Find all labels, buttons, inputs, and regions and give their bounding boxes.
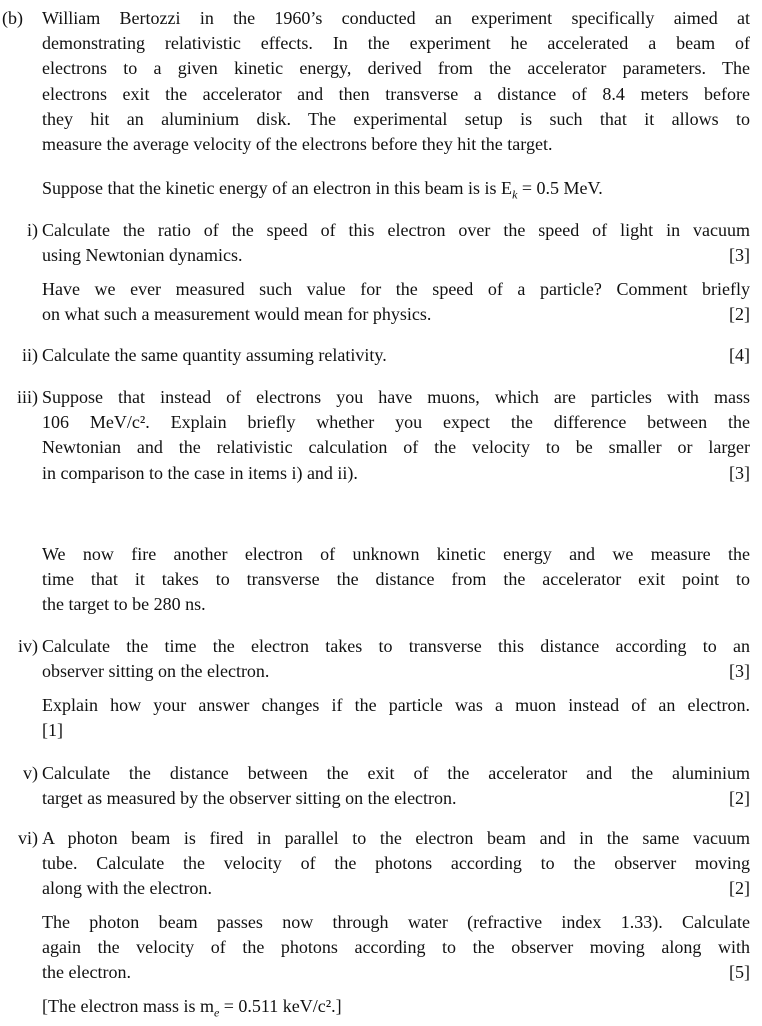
question-line: The photon beam passes now through water (refractive index 1.33). Calculate xyxy=(42,912,750,932)
question-text xyxy=(42,761,750,811)
question-line-text: using Newtonian dynamics. xyxy=(42,245,243,266)
question-text xyxy=(42,693,750,743)
question-line xyxy=(42,876,750,901)
question-line xyxy=(42,243,750,268)
item-number: iii) xyxy=(17,387,38,407)
intro-line: measure the average velocity of the electrons before they hit the target. xyxy=(42,134,553,155)
suppose-subscript: k xyxy=(512,187,518,202)
question-text xyxy=(42,343,750,368)
marks: [2] xyxy=(729,788,750,809)
question-line xyxy=(42,461,750,486)
question-line xyxy=(42,659,750,684)
item-number: v) xyxy=(23,763,38,783)
question-line xyxy=(42,786,750,811)
marks: [1] xyxy=(42,720,63,741)
question-line: tube. Calculate the velocity of the photons according to the observer moving xyxy=(42,853,750,874)
note-value: = 0.511 keV/c².] xyxy=(219,996,342,1016)
question-line-text: target as measured by the observer sitting on the electron. xyxy=(42,788,457,809)
question-line: Have we ever measured such value for the speed of a particle? Comment briefly xyxy=(42,279,750,299)
marks: [2] xyxy=(729,878,750,899)
marks: [4] xyxy=(729,345,750,365)
scenario-line: We now fire another electron of unknown kinetic energy and we measure the xyxy=(42,544,750,564)
question-line: 106 MeV/c². Explain briefly whether you expect the difference between the xyxy=(42,412,750,433)
question-line: A photon beam is fired in parallel to the electron beam and in the same vacuum xyxy=(42,828,750,848)
note-text: [The electron mass is m xyxy=(42,996,214,1016)
question-line: Explain how your answer changes if the particle was a muon instead of an electron. xyxy=(42,695,750,715)
intro-line: electrons to a given kinetic energy, derived from the accelerator parameters. The xyxy=(42,58,750,79)
question-line: Newtonian and the relativistic calculation of the velocity to be smaller or larger xyxy=(42,437,750,458)
question-line xyxy=(42,343,750,368)
item-number: vi) xyxy=(18,828,38,848)
question-line xyxy=(42,960,750,985)
marks: [3] xyxy=(729,245,750,266)
question-line: Calculate the time the electron takes to transverse this distance according to an xyxy=(42,636,750,656)
suppose-value: = 0.5 MeV. xyxy=(517,178,603,198)
part-label: (b) xyxy=(2,8,23,28)
suppose-text: Suppose that the kinetic energy of an electron in this beam is is E xyxy=(42,178,513,198)
question-text xyxy=(42,218,750,268)
question-line-text: on what such a measurement would mean for physics. xyxy=(42,304,432,325)
intro-paragraph xyxy=(42,6,750,157)
intro-line: electrons exit the accelerator and then transverse a distance of 8.4 meters before xyxy=(42,83,750,104)
note-subscript: e xyxy=(213,1005,220,1020)
intro-line: William Bertozzi in the 1960’s conducted an experiment specifically aimed at xyxy=(42,8,750,28)
suppose-statement xyxy=(42,176,750,208)
question-line: again the velocity of the photons according to the observer moving along with xyxy=(42,937,750,958)
scenario-line: time that it takes to transverse the distance from the accelerator exit point to xyxy=(42,569,750,590)
intro-line: they hit an aluminium disk. The experimental setup is such that it allows to xyxy=(42,108,750,129)
question-text xyxy=(42,910,750,986)
scenario-text xyxy=(42,542,750,618)
item-number: iv) xyxy=(18,636,38,656)
question-line-text: in comparison to the case in items i) and ii). xyxy=(42,462,358,483)
marks: [3] xyxy=(729,661,750,682)
question-line-text: along with the electron. xyxy=(42,878,212,899)
marks: [3] xyxy=(729,462,750,483)
electron-mass-note xyxy=(42,994,750,1026)
question-text xyxy=(42,385,750,486)
question-text xyxy=(42,826,750,902)
question-line xyxy=(42,302,750,327)
question-line-text: the electron. xyxy=(42,962,131,983)
question-line: Suppose that instead of electrons you have muons, which are particles with mass xyxy=(42,387,750,407)
intro-line: demonstrating relativistic effects. In the experiment he accelerated a beam of xyxy=(42,33,750,54)
marks: [5] xyxy=(729,962,750,983)
question-text xyxy=(42,277,750,327)
item-number: ii) xyxy=(22,345,38,365)
question-line-text: observer sitting on the electron. xyxy=(42,661,270,682)
question-text xyxy=(42,634,750,684)
scenario-line: the target to be 280 ns. xyxy=(42,594,206,615)
item-number: i) xyxy=(27,220,38,240)
question-line: Calculate the distance between the exit of the accelerator and the aluminium xyxy=(42,763,750,783)
question-line-text: Calculate the same quantity assuming relativity. xyxy=(42,345,387,365)
marks: [2] xyxy=(729,304,750,325)
question-line: Calculate the ratio of the speed of this electron over the speed of light in vacuum xyxy=(42,220,750,240)
